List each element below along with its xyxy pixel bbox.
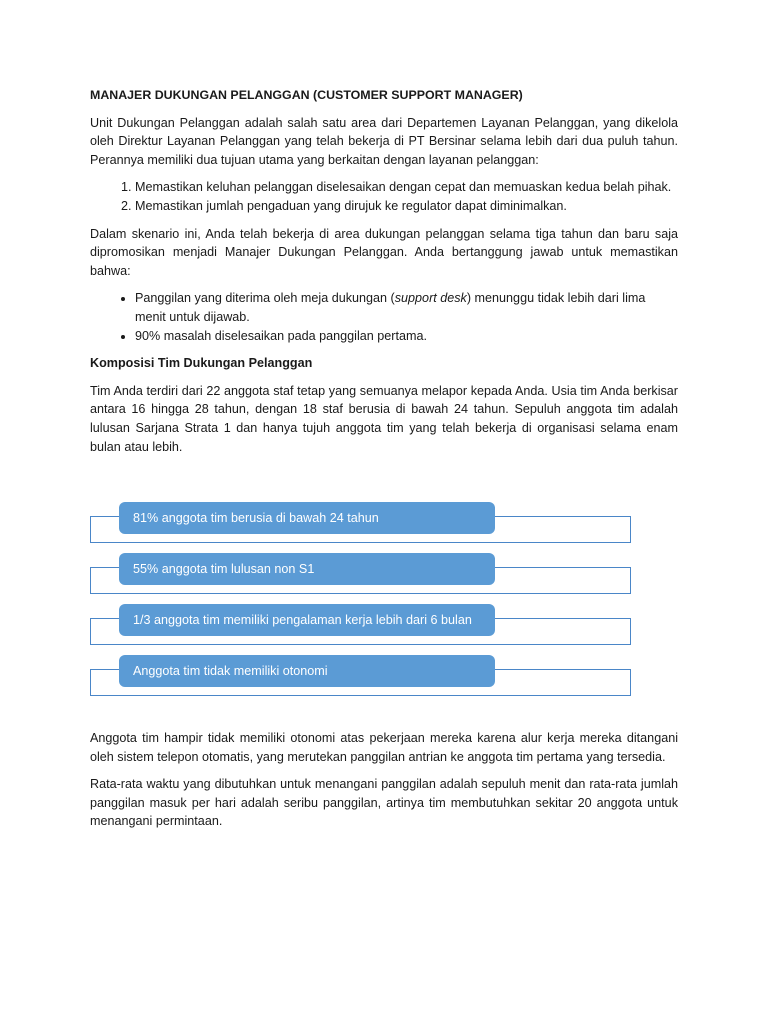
team-facts-diagram (90, 502, 634, 702)
target-term: support desk (394, 291, 467, 306)
goal-item: 2. Memastikan jumlah pengaduan yang dirujuk ke regulator dapat diminimalkan. (135, 197, 678, 216)
workload-paragraph: Rata-rata waktu yang dibutuhkan untuk menangani panggilan adalah sepuluh menit dan rata-rata jumlah panggilan masuk per hari adalah seribu panggilan, artinya tim membutuhkan sekitar 20 anggota untuk menangani permintaan. (90, 777, 678, 829)
diagram-bar: Anggota tim tidak memiliki otonomi (119, 655, 495, 687)
diagram-row (90, 604, 634, 648)
scenario-paragraph: Dalam skenario ini, Anda telah bekerja di area dukungan pelanggan selama tiga tahun dan baru saja dipromosikan menjadi Manajer Dukungan Pelanggan. Anda bertanggung jawab untuk memastikan bahwa: (90, 226, 678, 278)
targets-list (90, 289, 678, 345)
diagram-bar: 55% anggota tim lulusan non S1 (119, 553, 495, 585)
team-paragraph: Tim Anda terdiri dari 22 anggota staf tetap yang semuanya melapor kepada Anda. Usia tim Anda berkisar antara 16 hingga 28 tahun, dengan 18 staf berusia di bawah 24 tahun. Sepuluh anggota tim adalah lulusan Sarjana Strata 1 dan hanya tujuh anggota tim yang telah bekerja di organisasi selama enam bulan atau lebih. (90, 383, 678, 454)
diagram-bar: 81% anggota tim berusia di bawah 24 tahun (119, 502, 495, 534)
goal-item: 1. Memastikan keluhan pelanggan diselesaikan dengan cepat dan memuaskan kedua belah pihak. (135, 178, 678, 197)
document-body (90, 86, 678, 465)
target-text: Panggilan yang diterima oleh meja dukungan ( (135, 291, 395, 306)
goals-list (90, 178, 678, 215)
target-item: • 90% masalah diselesaikan pada panggilan pertama. (135, 327, 678, 346)
diagram-bar: 1/3 anggota tim memiliki pengalaman kerja lebih dari 6 bulan (119, 604, 495, 636)
intro-paragraph: Unit Dukungan Pelanggan adalah salah satu area dari Departemen Layanan Pelanggan, yang dikelola oleh Direktur Layanan Pelanggan yang telah bekerja di PT Bersinar selama lebih dari dua puluh tahun. Perannya memiliki dua tujuan utama yang berkaitan dengan layanan pelanggan: (90, 115, 678, 167)
autonomy-paragraph: Anggota tim hampir tidak memiliki otonomi atas pekerjaan mereka karena alur kerja mereka ditangani oleh sistem telepon otomatis, yang merutekan panggilan antrian ke anggota tim pertama yang tersedia. (90, 731, 678, 764)
diagram-row (90, 655, 634, 699)
diagram-row (90, 553, 634, 597)
target-text: ) menunggu tidak lebih dari lima menit untuk dijawab. (135, 291, 646, 324)
document-title: MANAJER DUKUNGAN PELANGGAN (CUSTOMER SUPPORT MANAGER) (90, 88, 523, 102)
diagram-row (90, 502, 634, 546)
section-heading: Komposisi Tim Dukungan Pelanggan (90, 356, 313, 371)
document-body-lower (90, 729, 678, 840)
target-item (135, 289, 678, 326)
